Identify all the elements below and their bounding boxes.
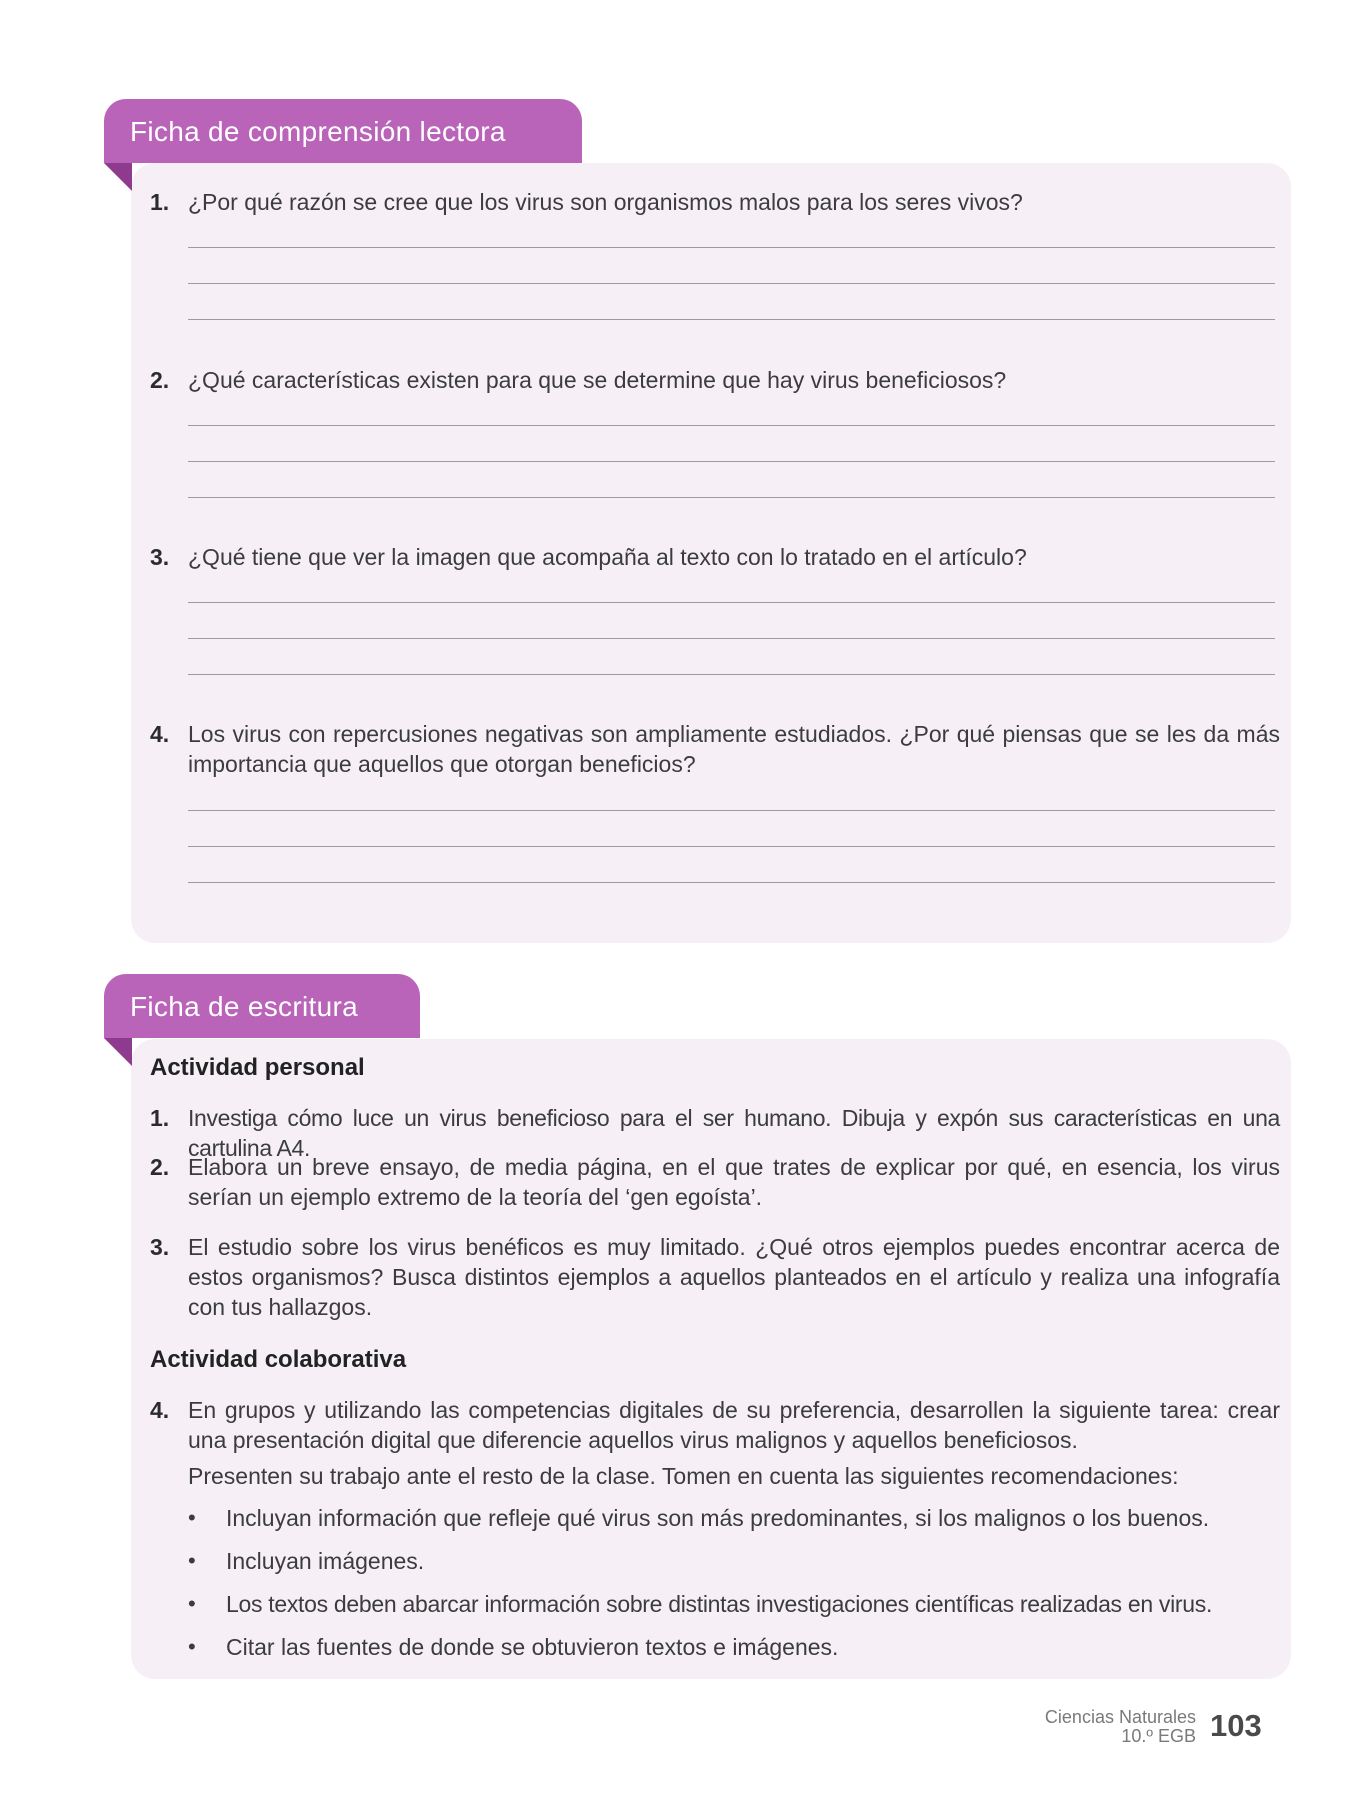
tab-fold-decoration: [104, 1038, 132, 1066]
recommendation-item: [188, 1632, 838, 1662]
answer-line[interactable]: [188, 425, 1275, 426]
item-number: 1.: [150, 1105, 170, 1131]
bullet-icon: •: [188, 1505, 196, 1530]
tab-fold-decoration: [104, 163, 132, 191]
recommendation-text: Incluyan imágenes.: [226, 1548, 425, 1574]
footer-subject: Ciencias Naturales: [1044, 1707, 1196, 1727]
writing-item-4: [150, 1395, 1280, 1491]
answer-line[interactable]: [188, 638, 1275, 639]
writing-title: Ficha de escritura: [104, 974, 420, 1038]
question-number: 1.: [150, 189, 170, 215]
answer-line[interactable]: [188, 283, 1275, 284]
recommendation-item: [188, 1546, 424, 1576]
recommendation-item: [188, 1589, 1212, 1619]
question-2: [150, 365, 1280, 395]
bullet-icon: •: [188, 1548, 196, 1573]
answer-line[interactable]: [188, 319, 1275, 320]
writing-item-3: [150, 1232, 1280, 1322]
bullet-icon: •: [188, 1591, 196, 1616]
answer-line[interactable]: [188, 846, 1275, 847]
recommendation-text: Citar las fuentes de donde se obtuvieron textos e imágenes.: [226, 1634, 839, 1660]
answer-line[interactable]: [188, 674, 1275, 675]
recommendation-text: Incluyan información que refleje qué virus son más predominantes, si los malignos o los buenos.: [226, 1505, 1210, 1531]
item-number: 3.: [150, 1234, 170, 1260]
answer-line[interactable]: [188, 810, 1275, 811]
item-text-continued: Presenten su trabajo ante el resto de la clase. Tomen en cuenta las siguientes recomendaciones:: [188, 1463, 1179, 1489]
answer-line[interactable]: [188, 497, 1275, 498]
answer-line[interactable]: [188, 461, 1275, 462]
item-text: El estudio sobre los virus benéficos es muy limitado. ¿Qué otros ejemplos puedes encontrar acerca de estos organismos? Busca distintos ejemplos a aquellos planteados en el artículo y realiza una infografía con tus hallazgos.: [188, 1234, 1280, 1320]
question-number: 3.: [150, 544, 170, 570]
page-number: 103: [1210, 1708, 1262, 1743]
footer-grade: 10.º EGB: [1121, 1726, 1196, 1746]
item-text: Investiga cómo luce un virus beneficioso para el ser humano. Dibuja y expón sus características en una cartulina A4.: [188, 1105, 1280, 1161]
bullet-icon: •: [188, 1634, 196, 1659]
question-text: ¿Qué tiene que ver la imagen que acompaña al texto con lo tratado en el artículo?: [188, 544, 1027, 570]
item-number: 2.: [150, 1154, 170, 1180]
answer-line[interactable]: [188, 247, 1275, 248]
question-number: 2.: [150, 367, 170, 393]
comprehension-title: Ficha de comprensión lectora: [104, 99, 582, 163]
question-4: [150, 719, 1280, 779]
question-number: 4.: [150, 721, 170, 747]
item-text: Elabora un breve ensayo, de media página, en el que trates de explicar por qué, en esencia, los virus serían un ejemplo extremo de la teoría del ‘gen egoísta’.: [188, 1154, 1280, 1210]
collaborative-activity-heading: Actividad colaborativa: [150, 1346, 407, 1373]
recommendation-text: Los textos deben abarcar información sobre distintas investigaciones científicas realizadas en virus.: [226, 1591, 1213, 1617]
question-text: ¿Por qué razón se cree que los virus son organismos malos para los seres vivos?: [188, 189, 1023, 215]
question-text: Los virus con repercusiones negativas son ampliamente estudiados. ¿Por qué piensas que se les da más importancia que aquellos que otorgan beneficios?: [188, 721, 1280, 777]
answer-line[interactable]: [188, 602, 1275, 603]
recommendation-item: [188, 1503, 1209, 1533]
item-text: En grupos y utilizando las competencias digitales de su preferencia, desarrollen la siguiente tarea: crear una presentación digital que diferencie aquellos virus malignos y aquellos beneficiosos.: [188, 1397, 1280, 1453]
item-number: 4.: [150, 1397, 170, 1423]
question-3: [150, 542, 1280, 572]
writing-item-2: [150, 1152, 1280, 1212]
question-text: ¿Qué características existen para que se determine que hay virus beneficiosos?: [188, 367, 1007, 393]
answer-line[interactable]: [188, 882, 1275, 883]
personal-activity-heading: Actividad personal: [150, 1054, 365, 1081]
question-1: [150, 187, 1280, 217]
